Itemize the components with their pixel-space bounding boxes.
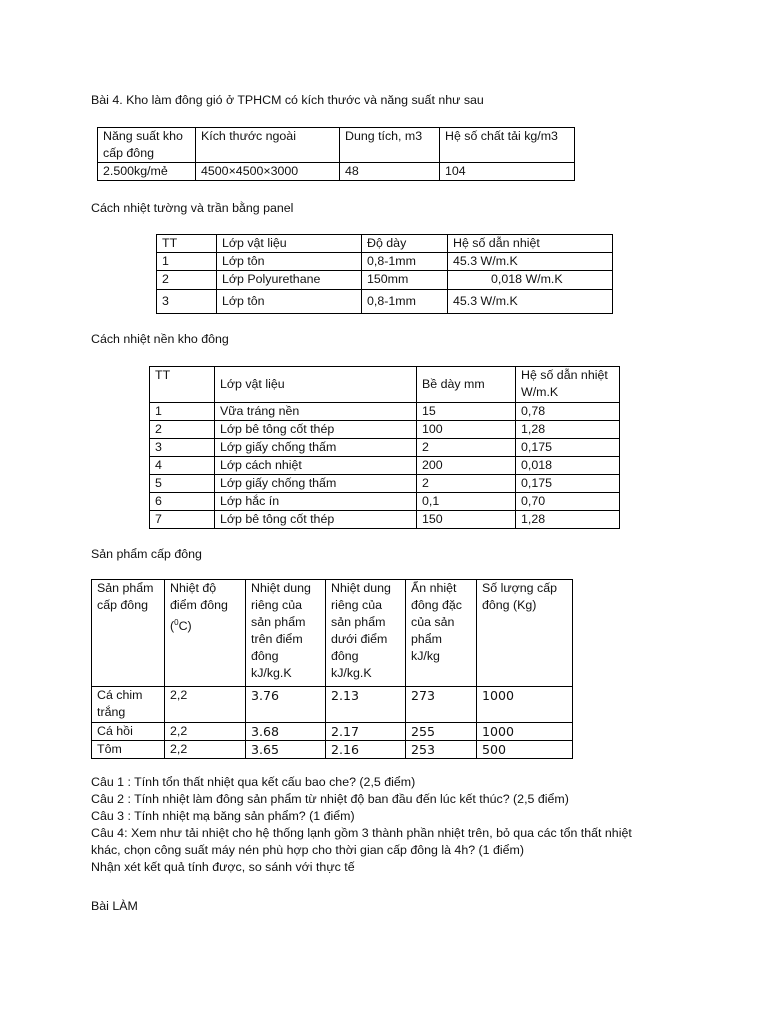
question-line: Câu 2 : Tính nhiệt làm đông sản phẩm từ nhiệt độ ban đầu đến lúc kết thúc? (2,5 điểm) [91, 792, 569, 806]
floor-insulation-table [149, 366, 620, 529]
table-cell: 255 [406, 723, 477, 741]
section-heading-wall: Cách nhiệt tường và trần bằng panel [91, 201, 294, 215]
header-cell: Bề dày mm [417, 367, 516, 403]
table-cell: 0,175 [516, 475, 620, 493]
table-row [150, 511, 620, 529]
table-cell: Lớp hắc ín [215, 493, 417, 511]
table-cell: 2 [417, 475, 516, 493]
degree-superscript: 0 [174, 618, 179, 627]
table-row [150, 493, 620, 511]
table-cell: 1,28 [516, 421, 620, 439]
table-cell: 104 [440, 163, 575, 181]
question-line: Câu 1 : Tính tổn thất nhiệt qua kết cấu bao che? (2,5 điểm) [91, 775, 416, 789]
header-cell: Sản phẩm cấp đông [92, 580, 165, 687]
header-cell: Năng suất kho cấp đông [98, 128, 196, 163]
table-row [150, 403, 620, 421]
table-cell: Cá chim trắng [92, 687, 165, 723]
table-cell: Lớp giấy chống thấm [215, 475, 417, 493]
table-cell: 0,018 [516, 457, 620, 475]
table-cell: 2,2 [165, 723, 246, 741]
product-table [91, 579, 573, 759]
table-cell: 7 [150, 511, 215, 529]
table-cell: 45.3 W/m.K [448, 290, 613, 314]
table-cell: 2 [417, 439, 516, 457]
table-cell: Vữa tráng nền [215, 403, 417, 421]
question-line: khác, chọn công suất máy nén phù hợp cho thời gian cấp đông là 4h? (1 điểm) [91, 843, 524, 857]
freeze-point-label: Nhiệt độ điểm đông ( [170, 581, 228, 634]
header-cell: TT [150, 367, 215, 403]
storage-spec-table [97, 127, 575, 181]
table-cell: 0,175 [516, 439, 620, 457]
question-list [91, 774, 632, 876]
table-row [150, 439, 620, 457]
table-cell: 5 [150, 475, 215, 493]
section-heading-products: Sản phẩm cấp đông [91, 547, 202, 561]
table-cell: Cá hồi [92, 723, 165, 741]
table-cell: 0,70 [516, 493, 620, 511]
table-row [157, 290, 613, 314]
header-cell: Nhiệt dung riêng của sản phẩm dưới điểm đông kJ/kg.K [326, 580, 406, 687]
table-cell: 3 [150, 439, 215, 457]
header-cell: Độ dày [362, 235, 448, 253]
table-cell: 6 [150, 493, 215, 511]
table-cell: Lớp bê tông cốt thép [215, 421, 417, 439]
question-line: Nhận xét kết quả tính được, so sánh với thực tế [91, 860, 355, 874]
answer-heading: Bài LÀM [91, 899, 138, 913]
table-cell: 2,2 [165, 687, 246, 723]
table-row [92, 741, 573, 759]
table-row [92, 687, 573, 723]
header-cell: Hệ số dẫn nhiệt W/m.K [516, 367, 620, 403]
table-cell: Tôm [92, 741, 165, 759]
table-cell: 3.65 [246, 741, 326, 759]
question-line: Câu 4: Xem như tải nhiệt cho hệ thống lạnh gồm 3 thành phần nhiệt trên, bỏ qua các tổn thất nhiệt [91, 826, 632, 840]
table-cell: 100 [417, 421, 516, 439]
table-cell: Lớp tôn [217, 290, 362, 314]
table-cell: 1 [150, 403, 215, 421]
table-cell: 4 [150, 457, 215, 475]
freeze-point-unit: C) [178, 619, 192, 634]
table-header-row [92, 580, 573, 687]
table-header-row [150, 367, 620, 403]
exercise-title: Bài 4. Kho làm đông gió ở TPHCM có kích thước và năng suất như sau [91, 93, 484, 107]
table-cell: 1 [157, 253, 217, 271]
table-cell: 0,8-1mm [362, 253, 448, 271]
section-heading-floor: Cách nhiệt nền kho đông [91, 332, 229, 346]
table-cell: 0,78 [516, 403, 620, 421]
table-header-row [157, 235, 613, 253]
header-cell: Hệ số chất tải kg/m3 [440, 128, 575, 163]
header-cell: Lớp vật liệu [217, 235, 362, 253]
table-cell: 2 [157, 271, 217, 290]
table-row [150, 475, 620, 493]
table-cell: 253 [406, 741, 477, 759]
table-cell: Lớp bê tông cốt thép [215, 511, 417, 529]
header-cell [165, 580, 246, 687]
table-cell: Lớp giấy chống thấm [215, 439, 417, 457]
header-cell: Kích thước ngoài [196, 128, 340, 163]
table-cell: 1,28 [516, 511, 620, 529]
table-cell: 45.3 W/m.K [448, 253, 613, 271]
table-row [150, 421, 620, 439]
table-cell: 1000 [477, 723, 573, 741]
table-cell: 1000 [477, 687, 573, 723]
header-cell: Dung tích, m3 [340, 128, 440, 163]
table-row [98, 163, 575, 181]
question-line: Câu 3 : Tính nhiệt mạ băng sản phẩm? (1 điểm) [91, 809, 355, 823]
table-cell: 2,2 [165, 741, 246, 759]
table-row [150, 457, 620, 475]
table-cell: 3 [157, 290, 217, 314]
table-cell: 0,018 W/m.K [448, 271, 613, 290]
table-cell: 0,8-1mm [362, 290, 448, 314]
table-cell: 15 [417, 403, 516, 421]
table-cell: 150mm [362, 271, 448, 290]
table-cell: 2.16 [326, 741, 406, 759]
table-header-row [98, 128, 575, 163]
header-cell: TT [157, 235, 217, 253]
table-cell: 2.13 [326, 687, 406, 723]
table-cell: 273 [406, 687, 477, 723]
table-cell: 2.17 [326, 723, 406, 741]
wall-insulation-table [156, 234, 613, 314]
table-cell: 4500×4500×3000 [196, 163, 340, 181]
table-cell: Lớp tôn [217, 253, 362, 271]
table-cell: 2 [150, 421, 215, 439]
table-row [157, 253, 613, 271]
header-cell: Lớp vật liệu [215, 367, 417, 403]
table-row [157, 271, 613, 290]
table-cell: 48 [340, 163, 440, 181]
header-cell: Hệ số dẫn nhiệt [448, 235, 613, 253]
table-cell: 2.500kg/mẻ [98, 163, 196, 181]
table-cell: 150 [417, 511, 516, 529]
table-cell: 500 [477, 741, 573, 759]
header-cell: Số lượng cấp đông (Kg) [477, 580, 573, 687]
table-row [92, 723, 573, 741]
header-cell: Nhiệt dung riêng của sản phẩm trên điểm đông kJ/kg.K [246, 580, 326, 687]
table-cell: Lớp Polyurethane [217, 271, 362, 290]
table-cell: Lớp cách nhiệt [215, 457, 417, 475]
table-cell: 3.68 [246, 723, 326, 741]
table-cell: 3.76 [246, 687, 326, 723]
table-cell: 0,1 [417, 493, 516, 511]
table-cell: 200 [417, 457, 516, 475]
header-cell: Ẩn nhiệt đông đặc của sản phẩm kJ/kg [406, 580, 477, 687]
